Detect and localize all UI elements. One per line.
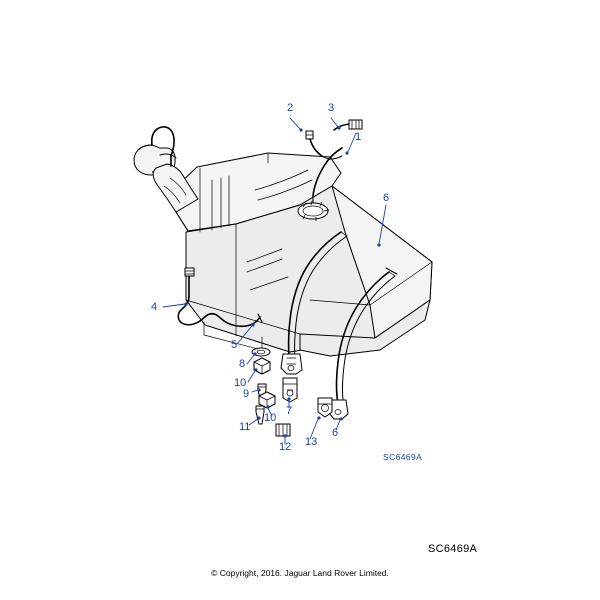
part-code-inset: SC6469A [383,452,423,462]
callout-3: 3 [328,102,335,114]
fuel-tank-body [176,153,432,356]
callout-6-lower: 6 [332,427,339,439]
copyright-notice: © Copyright, 2016. Jaguar Land Rover Limited. [211,568,389,578]
callout-10-lower: 10 [264,412,277,424]
callout-11: 11 [239,421,251,433]
callout-9: 9 [243,388,250,400]
callout-10-upper: 10 [234,377,247,389]
callout-8: 8 [239,358,246,370]
callout-1: 1 [355,131,362,143]
callout-7: 7 [286,405,293,417]
callout-2: 2 [287,102,294,114]
callout-13: 13 [305,436,318,448]
callout-5: 5 [231,339,238,351]
callout-12: 12 [279,441,292,453]
part-code-main: SC6469A [428,543,478,555]
callout-6-upper: 6 [383,192,390,204]
callout-4: 4 [151,301,158,313]
